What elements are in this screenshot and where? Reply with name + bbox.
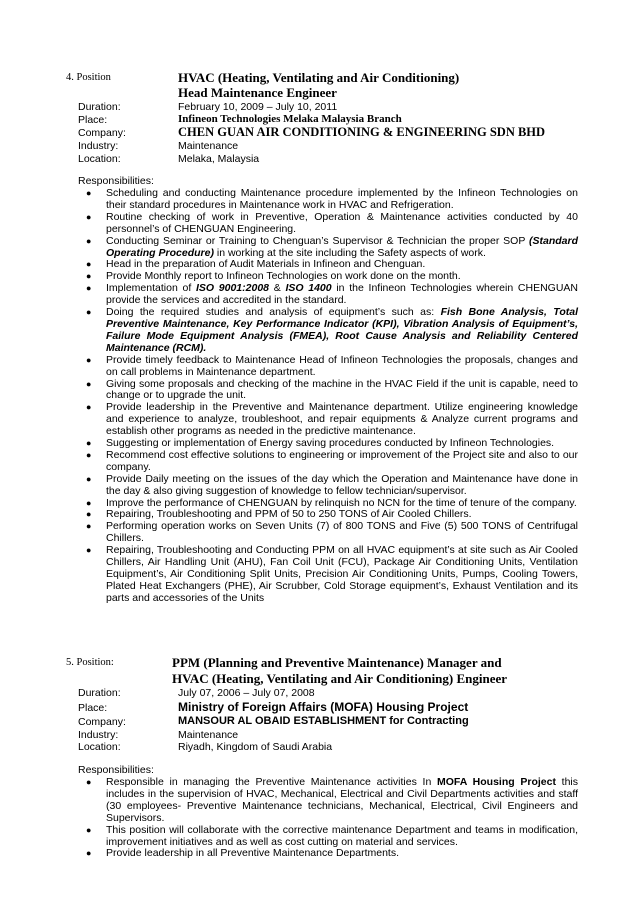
place-value: Infineon Technologies Melaka Malaysia Branch [178, 113, 402, 125]
position-5-title-line1: PPM (Planning and Preventive Maintenance) Manager and [172, 655, 502, 670]
location-value: Melaka, Malaysia [178, 153, 260, 165]
list-item: ● Conducting Seminar or Training to Chenguan’s Supervisor & Technician the proper SOP (Standard Operating Procedure) in working at the site including the Safety aspects of work. [86, 234, 578, 259]
list-item: ● Giving some proposals and checking of the machine in the HVAC Field if the unit is capable, need to change or to upgrade the unit. [86, 377, 578, 402]
position-4-bullet-list [86, 187, 578, 605]
industry-value: Maintenance [178, 729, 239, 741]
position-5-number: 5. Position: [66, 657, 114, 668]
list-item: ● Suggesting or implementation of Energy saving procedures conducted by Infineon Technologies. [86, 437, 555, 450]
list-item: ● Recommend cost effective solutions to engineering or improvement of the Project site and also to our company. [86, 448, 578, 473]
location-value: Riyadh, Kingdom of Saudi Arabia [178, 741, 333, 753]
position-4-title-line2: Head Maintenance Engineer [178, 85, 337, 100]
list-item: ● Head in the preparation of Audit Materials in Infineon and Chenguan. [86, 258, 426, 271]
company-label: Company: [78, 127, 126, 139]
list-item: ● Doing the required studies and analysis of equipment’s such as: Fish Bone Analysis, Total Preventive Maintenance, Key Performance Indicator (KPI), Vibration Analysis of Equipment’s, Failure Mode Equipment Analysis (FMEA), Root Cause Analysis and Reliability Centered Maintenance (RCM). [86, 306, 578, 354]
industry-label: Industry: [78, 140, 119, 152]
location-label: Location: [78, 741, 121, 753]
industry-value: Maintenance [178, 140, 239, 152]
position-4-title-line1: HVAC (Heating, Ventilating and Air Conditioning) [178, 70, 460, 85]
list-item: ● Routine checking of work in Preventive, Operation & Maintenance activities conducted by 40 personnel’s of CHENGUAN Engineering. [86, 210, 578, 235]
list-item: ● Improve the performance of CHENGUAN by relinquish no NCN for the time of tenure of the company. [86, 496, 577, 509]
list-item: ● Performing operation works on Seven Units (7) of 800 TONS and Five (5) 500 TONS of Centrifugal Chillers. [86, 520, 578, 545]
place-label: Place: [78, 702, 108, 714]
list-item: ● Provide Monthly report to Infineon Technologies on work done on the month. [86, 270, 461, 283]
list-item: ● Scheduling and conducting Maintenance procedure implemented by the Infineon Technologies on their standard procedures in Maintenance work in HVAC and Refrigeration. [86, 187, 578, 211]
responsibilities-heading: Responsibilities: [78, 175, 154, 187]
position-4-number: 4. Position [66, 72, 111, 83]
duration-value: February 10, 2009 – July 10, 2011 [178, 101, 338, 113]
list-item: ● Provide timely feedback to Maintenance Head of Infineon Technologies the proposals, changes and on call problems in Maintenance department. [86, 353, 578, 378]
place-label: Place: [78, 114, 108, 126]
company-value: MANSOUR AL OBAID ESTABLISHMENT for Contracting [178, 715, 469, 727]
duration-label: Duration: [78, 101, 121, 113]
company-label: Company: [78, 716, 126, 728]
duration-value: July 07, 2006 – July 07, 2008 [178, 687, 315, 699]
list-item: ● Repairing, Troubleshooting and PPM of 50 to 250 TONS of Air Cooled Chillers. [86, 508, 472, 521]
place-value: Ministry of Foreign Affairs (MOFA) Housing Project [178, 700, 469, 714]
company-value: CHEN GUAN AIR CONDITIONING & ENGINEERING SDN BHD [178, 125, 546, 139]
industry-label: Industry: [78, 729, 119, 741]
list-item: ● Provide leadership in the Preventive and Maintenance department. Utilize engineering knowledge and experience to analyze, troubleshoot, and repair equipments & Analyze current programs and establish other programs as needed in the predictive maintenance. [86, 401, 578, 438]
list-item: ● This position will collaborate with the corrective maintenance Department and teams in modification, improvement initiatives and as well as cost cutting on material and services. [86, 823, 578, 848]
list-item: ● Provide leadership in all Preventive Maintenance Departments. [86, 847, 399, 860]
position-5-title-line2: HVAC (Heating, Ventilating and Air Conditioning) Engineer [172, 671, 508, 686]
duration-label: Duration: [78, 687, 121, 699]
position-5-bullet-list [86, 776, 578, 860]
list-item: ● Repairing, Troubleshooting and Conducting PPM on all HVAC equipment’s at site such as Air Cooled Chillers, Air Handling Unit (AHU), Fan Coil Unit (FCU), Package Air Conditioning Units, Ventilation Equipment’s, Air Conditioning Split Units, Precision Air Conditioning Units, Pumps, Cooling Towers, Plated Heat Exchangers (PHE), Air Scrubber, Cold Storage equipment’s, Exhaust Ventilation and its parts and accessories of the Units [86, 544, 578, 604]
list-item: ● Implementation of ISO 9001:2008 & ISO 1400 in the Infineon Technologies wherein CHENGUAN provide the services and accredited in the standard. [86, 282, 578, 307]
list-item: ● Provide Daily meeting on the issues of the day which the Operation and Maintenance have done in the day & also giving suggestion of knowledge to fellow technician/supervisor. [86, 472, 578, 497]
responsibilities-heading: Responsibilities: [78, 764, 154, 776]
list-item: ● Responsible in managing the Preventive Maintenance activities In MOFA Housing Project this includes in the supervision of HVAC, Mechanical, Electrical and Civil Departments activities and staff (30 employees- Preventive Maintenance technicians, Mechanical, Electrical, Civil Engineers and Supervisors. [86, 776, 578, 824]
location-label: Location: [78, 153, 121, 165]
